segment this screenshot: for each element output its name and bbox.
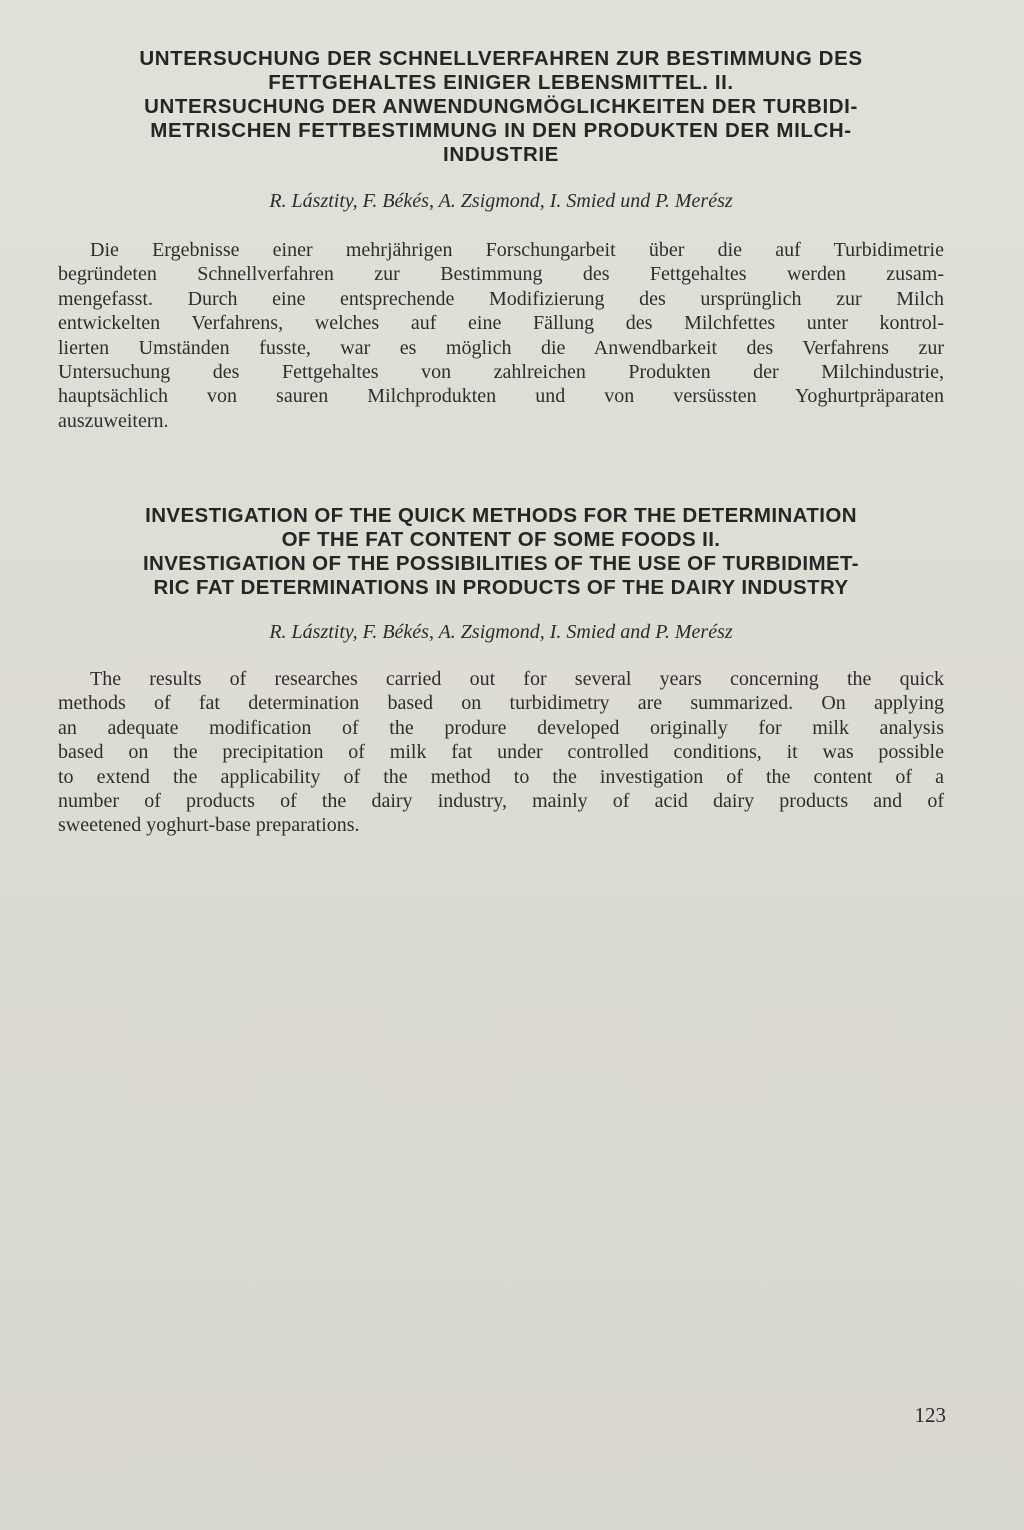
english-abstract-line: The results of researches carried out for several years concerning the quick <box>90 668 944 690</box>
german-abstract-line: begründeten Schnellverfahren zur Bestimmung des Fettgehaltes werden zusam- <box>58 263 944 286</box>
german-title-line: METRISCHEN FETTBESTIMMUNG IN DEN PRODUKTEN DER MILCH- <box>150 119 852 142</box>
english-abstract-line: number of products of the dairy industry, mainly of acid dairy products and of <box>58 790 944 813</box>
german-authors: R. Lásztity, F. Békés, A. Zsigmond, I. Smied und P. Merész <box>269 190 733 212</box>
german-title-line: INDUSTRIE <box>443 143 559 166</box>
german-abstract-line: auszuweitern. <box>58 409 169 432</box>
english-authors: R. Lásztity, F. Békés, A. Zsigmond, I. Smied and P. Merész <box>269 621 733 643</box>
german-abstract-line: hauptsächlich von sauren Milchprodukten und von versüssten Yoghurtpräparaten <box>58 385 944 408</box>
english-abstract-line: an adequate modification of the produre developed originally for milk analysis <box>58 716 944 739</box>
english-title-line: INVESTIGATION OF THE QUICK METHODS FOR THE DETERMINATION <box>145 504 857 527</box>
german-abstract-line: entwickelten Verfahrens, welches auf eine Fällung des Milchfettes unter kontrol- <box>58 312 944 335</box>
german-abstract-line: lierten Umständen fusste, war es möglich die Anwendbarkeit des Verfahrens zur <box>58 336 944 359</box>
german-abstract-line: Die Ergebnisse einer mehrjährigen Forschungarbeit über die auf Turbidimetrie <box>90 239 944 261</box>
german-abstract-line: Untersuchung des Fettgehaltes von zahlreichen Produkten der Milchindustrie, <box>58 361 944 384</box>
english-title-line: RIC FAT DETERMINATIONS IN PRODUCTS OF THE DAIRY INDUSTRY <box>153 576 849 599</box>
english-abstract-section <box>58 504 944 838</box>
english-abstract-line: based on the precipitation of milk fat under controlled conditions, it was possible <box>58 741 944 764</box>
german-abstract-line: mengefasst. Durch eine entsprechende Modifizierung des ursprünglich zur Milch <box>58 287 944 310</box>
page-number: 123 <box>914 1403 946 1427</box>
english-title-line: OF THE FAT CONTENT OF SOME FOODS II. <box>281 528 721 551</box>
english-title-line: INVESTIGATION OF THE POSSIBILITIES OF THE USE OF TURBIDIMET- <box>142 552 860 575</box>
german-title-line: FETTGEHALTES EINIGER LEBENSMITTEL. II. <box>268 71 734 94</box>
german-abstract-section <box>58 47 944 433</box>
german-abstract <box>58 238 944 433</box>
english-abstract <box>58 667 944 838</box>
english-abstract-line: methods of fat determination based on turbidimetry are summarized. On applying <box>58 692 944 715</box>
german-title-line: UNTERSUCHUNG DER ANWENDUNGMÖGLICHKEITEN DER TURBIDI- <box>144 95 858 118</box>
english-abstract-line: to extend the applicability of the method to the investigation of the content of a <box>58 765 944 788</box>
english-title <box>58 504 944 600</box>
english-abstract-line: sweetened yoghurt-base preparations. <box>58 814 360 837</box>
german-title <box>58 47 944 167</box>
german-title-line: UNTERSUCHUNG DER SCHNELLVERFAHREN ZUR BESTIMMUNG DES <box>139 47 863 70</box>
